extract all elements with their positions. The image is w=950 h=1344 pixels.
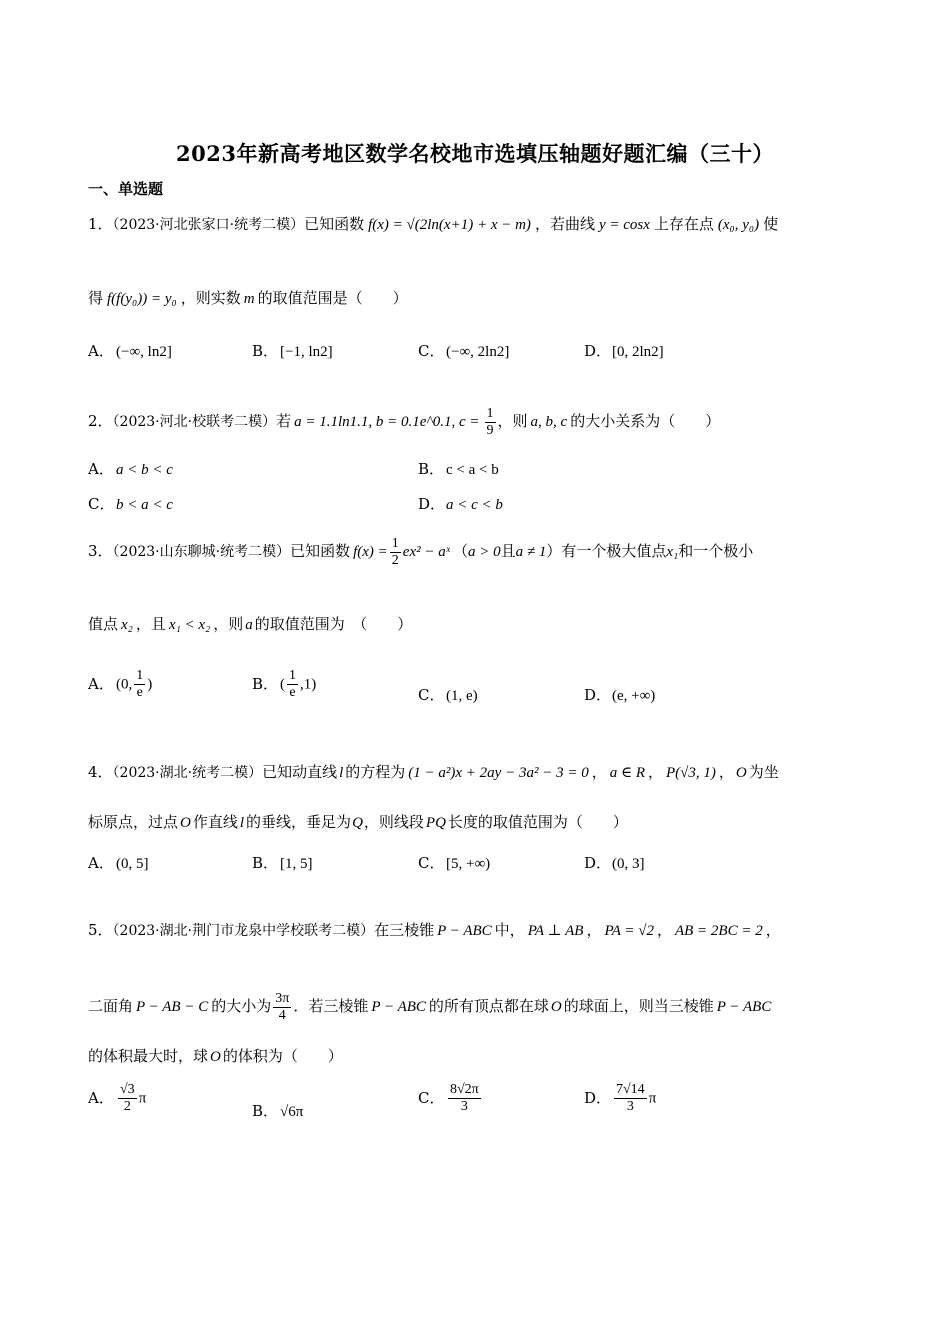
formula: PA = √2 (604, 923, 654, 939)
question-text: 的取值范围是（ ） (257, 289, 408, 307)
question-3-line-1 (88, 534, 753, 569)
formula: PQ (425, 815, 446, 831)
fraction (287, 668, 298, 701)
question-text: 在三棱锥 (374, 921, 435, 939)
fraction-numerator: 7√14 (616, 1082, 645, 1097)
fraction (614, 1082, 647, 1115)
fraction-numerator: 1 (391, 535, 399, 551)
question-text: 的所有顶点都在球 (428, 997, 549, 1015)
formula: O (735, 765, 747, 781)
question-text: ）有一个极大值点 (546, 542, 667, 560)
question-text: 的体积最大时，球 (88, 1047, 209, 1065)
option-text: (0, 3] (612, 856, 645, 872)
question-text: ，则 (213, 615, 244, 633)
formula: f(x) = √(2ln(x+1) + x − m) (368, 217, 531, 233)
option-d[interactable] (584, 684, 655, 705)
option-b[interactable] (252, 852, 313, 873)
formula: ex² − aˣ (402, 544, 450, 560)
option-text: (0, (116, 676, 133, 693)
question-text: 长度的取值范围为（ ） (447, 813, 628, 831)
formula: (1 − a²)x + 2ay − 3a² − 3 = 0 (408, 765, 589, 781)
option-a[interactable] (88, 852, 149, 873)
question-source: （2023·湖北·荆门市龙泉中学校联考二模） (112, 923, 375, 939)
option-text: c < a < b (446, 462, 499, 478)
question-text: 的大小关系为（ ） (570, 412, 721, 430)
fraction-denominator: 3 (460, 1099, 468, 1114)
option-label: D． (584, 686, 612, 704)
fraction-denominator: e (136, 685, 143, 700)
question-text: ，则 (497, 412, 528, 430)
option-text: (e, +∞) (612, 688, 656, 704)
fraction-numerator: √3 (120, 1082, 135, 1097)
formula: a (245, 617, 253, 633)
question-source: （2023·山东聊城·统考二模） (112, 544, 291, 560)
formula: a ∈ R (609, 765, 645, 781)
formula: a > 0 (467, 544, 501, 560)
option-text: √6π (280, 1104, 304, 1120)
question-text: 的体积为（ ） (222, 1047, 343, 1065)
formula: P(√3, 1) (666, 765, 716, 781)
fraction (390, 536, 401, 569)
option-text: [0, 2ln2] (612, 344, 664, 360)
option-c[interactable] (418, 852, 490, 873)
option-text: π (138, 1090, 147, 1107)
formula: x₁ (666, 544, 679, 560)
option-label: D． (584, 342, 612, 360)
question-text: ， (765, 921, 781, 939)
question-text: 为坐 (748, 763, 779, 781)
formula: m (243, 291, 255, 307)
formula: O (550, 999, 562, 1015)
formula: P − AB − C (136, 999, 209, 1015)
option-label: C． (418, 342, 445, 360)
question-text: ， (648, 763, 664, 781)
question-1-line-2 (88, 288, 408, 309)
fraction-numerator: 8√2π (450, 1082, 479, 1097)
option-label: D． (418, 495, 446, 513)
question-source: （2023·河北张家口·统考二模） (112, 217, 305, 233)
question-1-line-1 (88, 214, 778, 235)
option-text: π (648, 1090, 657, 1107)
formula: PA ⊥ AB (527, 923, 584, 939)
option-text: (−∞, ln2] (116, 344, 172, 360)
formula: a ≠ 1 (515, 544, 547, 560)
question-number: 5． (88, 921, 113, 939)
fraction (273, 991, 291, 1024)
formula: (x₀, y₀) (717, 217, 760, 233)
fraction-numerator: 1 (289, 668, 296, 683)
question-text: 使 (763, 215, 779, 233)
question-number: 3． (88, 542, 113, 560)
question-text: 的垂线，垂足为 (246, 813, 352, 831)
formula: l (239, 815, 245, 831)
formula: l (339, 765, 344, 781)
question-text: 和一个极小 (678, 542, 754, 560)
option-label: B． (252, 342, 279, 360)
option-text: ) (147, 676, 153, 693)
page-title: 2023年新高考地区数学名校地市选填压轴题好题汇编（三十） (176, 141, 774, 166)
option-text: a < b < c (116, 462, 173, 478)
option-text: b < a < c (116, 497, 173, 513)
formula: a, b, c (530, 414, 568, 430)
question-text: 已知动直线 (262, 763, 338, 781)
question-text: （ (452, 542, 468, 560)
option-d[interactable] (418, 493, 503, 514)
question-text: ，若曲线 (534, 215, 595, 233)
question-text: ，则线段 (363, 813, 424, 831)
option-label: A． (88, 674, 114, 693)
option-a[interactable] (88, 668, 152, 701)
question-text: 作直线 (192, 813, 238, 831)
option-label: B． (252, 854, 279, 872)
option-d[interactable] (584, 852, 645, 873)
option-text: (1, e) (446, 688, 478, 704)
option-text: (0, 5] (116, 856, 149, 872)
option-text: [1, 5] (280, 856, 313, 872)
fraction-denominator: 3 (626, 1099, 634, 1114)
fraction (485, 406, 496, 439)
option-label: C． (418, 854, 445, 872)
question-4-line-2 (88, 812, 628, 833)
fraction-denominator: 4 (278, 1007, 286, 1023)
question-number: 1． (88, 215, 113, 233)
option-text: ( (280, 676, 285, 693)
option-label: C． (418, 686, 445, 704)
option-b[interactable] (252, 1100, 303, 1121)
option-text: [−1, ln2] (280, 344, 333, 360)
question-5-line-1 (88, 920, 781, 941)
question-text: ，且 (135, 615, 166, 633)
question-text: ， (586, 921, 602, 939)
question-text: ．若三棱锥 (293, 997, 369, 1015)
question-text: 值点 (88, 615, 119, 633)
option-d[interactable] (584, 1082, 656, 1115)
formula: O (180, 815, 191, 831)
option-label: A． (88, 342, 114, 360)
option-b[interactable] (252, 340, 333, 361)
question-3-line-2 (88, 614, 412, 635)
question-text: ， (656, 921, 672, 939)
fraction-numerator: 3π (275, 990, 290, 1006)
option-label: C． (418, 1088, 445, 1107)
question-number: 2． (88, 412, 113, 430)
option-label: D． (584, 854, 612, 872)
question-number: 4． (88, 763, 113, 781)
question-5-line-3 (88, 1046, 343, 1067)
option-label: A． (88, 1088, 114, 1107)
option-c[interactable] (88, 493, 173, 514)
formula: AB = 2BC = 2 (674, 923, 763, 939)
option-text: (−∞, 2ln2] (446, 344, 510, 360)
question-text: 得 (88, 289, 104, 307)
question-text: 的大小为 (211, 997, 272, 1015)
fraction-numerator: 1 (486, 405, 494, 421)
formula: Q (352, 815, 363, 831)
fraction-denominator: 2 (123, 1099, 131, 1114)
question-text: 的球面上，则当三棱锥 (563, 997, 714, 1015)
option-text: [5, +∞) (446, 856, 491, 872)
question-text: 已知函数 (290, 542, 351, 560)
option-c[interactable] (418, 340, 509, 361)
formula: x₁ < x₂ (168, 617, 211, 633)
option-label: A． (88, 460, 114, 478)
option-label: C． (88, 495, 115, 513)
question-source: （2023·河北·校联考二模） (112, 414, 277, 430)
option-text: ,1) (300, 676, 317, 693)
formula: y = cosx (598, 217, 650, 233)
question-text: 已知函数 (304, 215, 365, 233)
option-label: D． (584, 1088, 612, 1107)
question-text: 上存在点 (653, 215, 714, 233)
fraction (118, 1082, 137, 1115)
option-label: A． (88, 854, 114, 872)
formula: P − ABC (437, 923, 492, 939)
fraction-denominator: 2 (391, 552, 399, 568)
option-b[interactable] (252, 668, 316, 701)
fraction (134, 668, 145, 701)
option-c[interactable] (418, 684, 478, 705)
question-text: ， (591, 763, 607, 781)
option-text: a < c < b (446, 497, 503, 513)
question-text: ，则实数 (180, 289, 241, 307)
question-2-line-1 (88, 404, 720, 439)
question-text: 若 (276, 412, 292, 430)
fraction-numerator: 1 (136, 668, 144, 683)
formula: f(x) = (353, 544, 388, 560)
formula: P − ABC (371, 999, 426, 1015)
fraction-denominator: 9 (486, 422, 494, 438)
question-5-line-2 (88, 986, 774, 1027)
question-text: ， (718, 763, 734, 781)
question-source: （2023·湖北·统考二模） (112, 765, 263, 781)
formula: P − ABC (716, 999, 772, 1015)
formula: f(f(y₀)) = y₀ (107, 291, 177, 307)
option-a[interactable] (88, 340, 172, 361)
question-text: 中， (494, 921, 525, 939)
fraction-denominator: e (289, 685, 296, 700)
option-a[interactable] (88, 1082, 146, 1115)
section-heading: 一、单选题 (88, 180, 164, 198)
question-text: 且 (500, 542, 516, 560)
question-text: 标原点，过点 (88, 813, 179, 831)
formula: a = 1.1ln1.1, b = 0.1e^0.1, c = (294, 414, 480, 430)
question-text: 的方程为 (345, 763, 406, 781)
fraction (448, 1082, 481, 1115)
option-label: B． (252, 674, 279, 693)
option-b[interactable] (418, 458, 499, 479)
question-4-line-1 (88, 762, 779, 783)
option-a[interactable] (88, 458, 173, 479)
question-text: 的取值范围为 （ ） (254, 615, 413, 633)
formula: O (210, 1049, 221, 1065)
option-label: B． (418, 460, 445, 478)
question-text: 二面角 (88, 997, 134, 1015)
option-c[interactable] (418, 1082, 483, 1115)
option-d[interactable] (584, 340, 664, 361)
formula: x₂ (121, 617, 133, 633)
option-label: B． (252, 1102, 279, 1120)
